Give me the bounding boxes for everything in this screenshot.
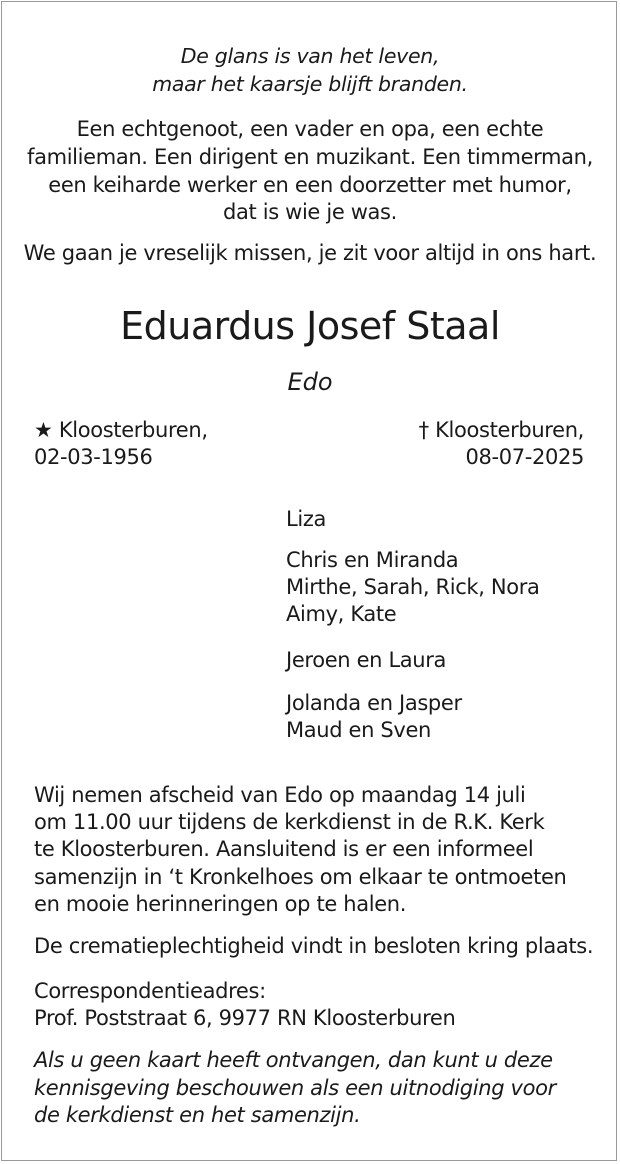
deceased-name: Eduardus Josef Staal: [120, 304, 500, 348]
closing-line-3: de kerkdienst en het samenzijn.: [34, 1103, 361, 1127]
birth-place: [34, 417, 208, 444]
service-line-2: om 11.00 uur tijdens de kerkdienst in de R.K. Kerk: [34, 810, 545, 834]
cremation-note: De crematieplechtigheid vindt in besloten kring plaats.: [34, 934, 594, 958]
closing-line-2: kennisgeving beschouwen als een uitnodiging voor: [34, 1076, 556, 1100]
service-line-5: en mooie herinneringen op te halen.: [34, 892, 407, 916]
miss-line: We gaan je vreselijk missen, je zit voor altijd in ons hart.: [23, 241, 597, 265]
tribute-line-4: dat is wie je was.: [223, 200, 397, 224]
tribute-line-2: familieman. Een dirigent en muzikant. Een timmerman,: [27, 145, 593, 169]
closing-line-1: Als u geen kaart heeft ontvangen, dan kunt u deze: [34, 1048, 553, 1072]
deceased-nickname: Edo: [287, 368, 333, 396]
death-cross-icon: †: [418, 418, 429, 442]
poem-line-1: De glans is van het leven,: [180, 44, 440, 68]
family-member: Jeroen en Laura: [286, 648, 447, 672]
family-member: Aimy, Kate: [286, 602, 397, 626]
death-date: 08-07-2025: [465, 445, 584, 469]
birth-star-icon: ★: [34, 418, 53, 442]
birth-date: 02-03-1956: [34, 445, 153, 469]
tribute-line-1: Een echtgenoot, een vader en opa, een echte: [76, 117, 544, 141]
service-line-3: te Kloosterburen. Aansluitend is er een informeel: [34, 837, 534, 861]
death-place-text: Kloosterburen,: [435, 418, 584, 442]
correspondence-label: Correspondentieadres:: [34, 979, 266, 1003]
tribute-line-3: een keiharde werker en een doorzetter met humor,: [48, 173, 572, 197]
death-place: [419, 417, 584, 444]
correspondence-address: Prof. Poststraat 6, 9977 RN Kloosterburen: [34, 1006, 456, 1030]
family-member: Mirthe, Sarah, Rick, Nora: [286, 575, 540, 599]
service-line-1: Wij nemen afscheid van Edo op maandag 14 juli: [34, 783, 526, 807]
birth-place-text: Kloosterburen,: [58, 418, 208, 442]
poem-line-2: maar het kaarsje blijft branden.: [152, 72, 468, 96]
family-member: Maud en Sven: [286, 718, 431, 742]
family-member: Liza: [286, 507, 327, 531]
family-member: Chris en Miranda: [286, 548, 459, 572]
family-member: Jolanda en Jasper: [286, 691, 462, 715]
service-line-4: samenzijn in ‘t Kronkelhoes om elkaar te ontmoeten: [34, 865, 567, 889]
